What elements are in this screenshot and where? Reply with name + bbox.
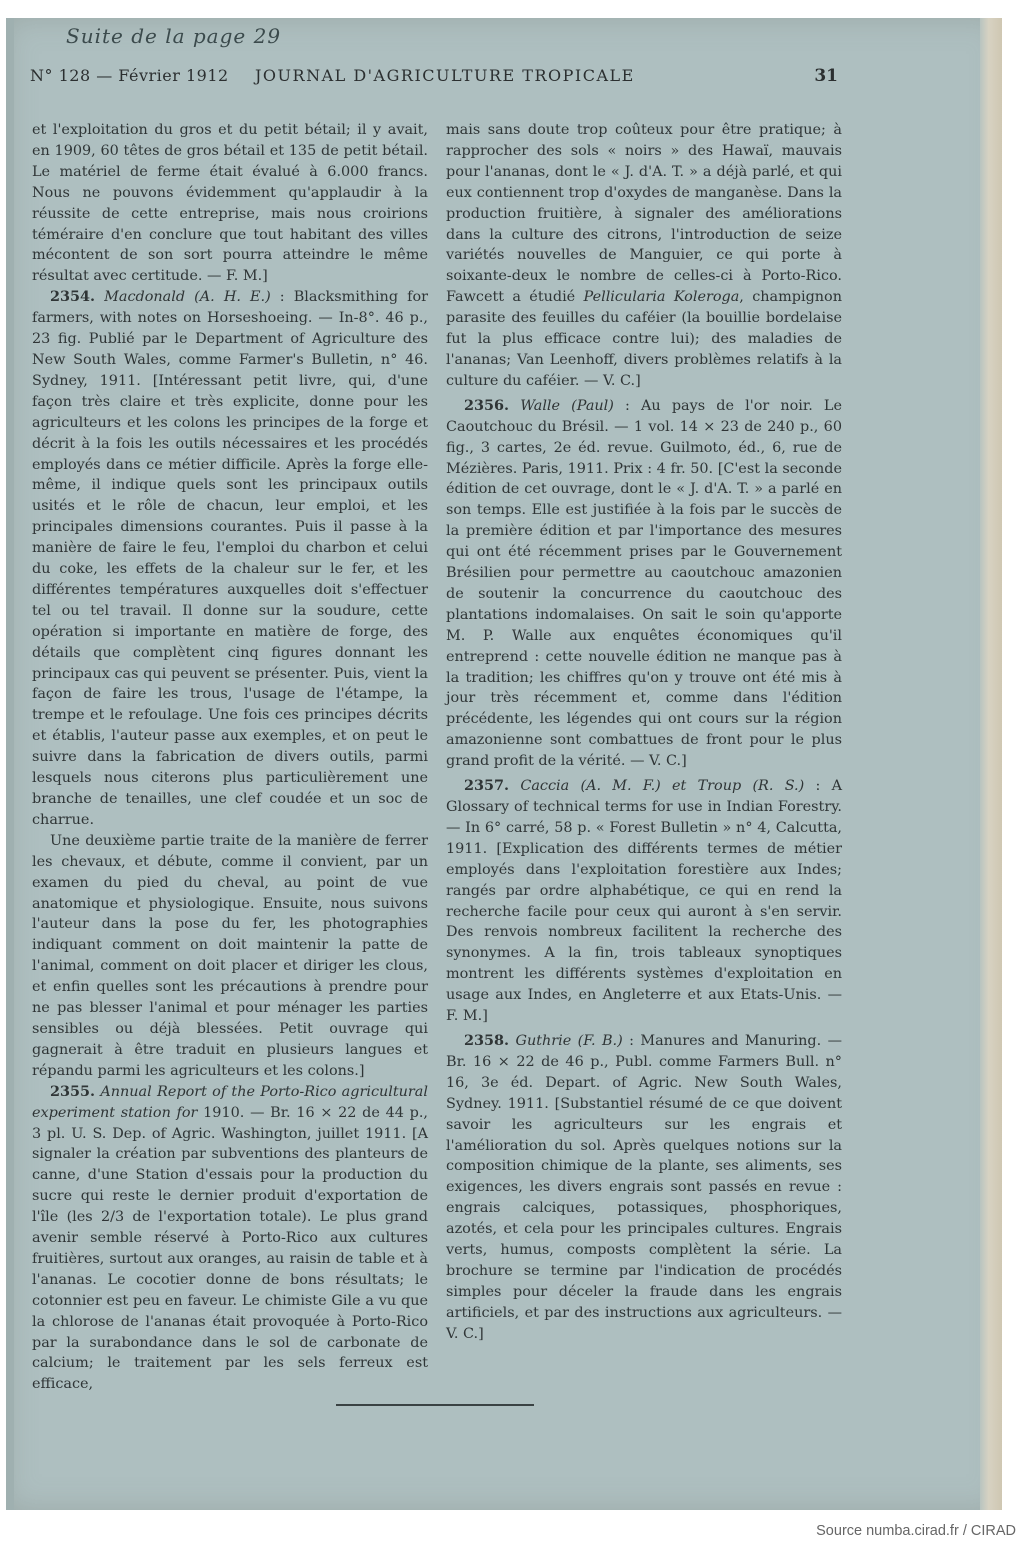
right-column [446, 120, 842, 1345]
issue-number: N° 128 — Février 1912 [30, 66, 229, 85]
entry-body: mais sans doute trop coûteux pour être pratique; à rapprocher des sols « noirs » des Hawaï, mauvais pour l'ananas, dont le « J. d'A. T. » a déjà parlé, et qui eux contiennent trop d'oxydes de manganèse. Dans la production fruitière, à signaler des améliorations dans la culture des citrons, l'introduction de seize variétés nouvelles de Manguier, ce qui porte à soixante-deux le nombre de celles-ci à Porto-Rico. Fawcett a étudié [446, 122, 842, 306]
entry-2355 [32, 1082, 428, 1396]
entry-number: 2356. [464, 396, 510, 414]
entry-number: 2355. [50, 1082, 96, 1100]
entry-author: Walle (Paul) [520, 397, 614, 414]
entry-body: 1910. — Br. 16 × 22 de 44 p., 3 pl. U. S. Dep. of Agric. Washington, juillet 1911. [A signaler la création par subventions des planteurs de canne, d'une Station d'essais pour la production du sucre qui reste le dernier produit d'exportation de l'île (les 2/3 de l'exportation totale). Le plus grand avenir semble réservé à Porto-Rico aux cultures fruitières, surtout aux oranges, au raisin de table et à l'ananas. Le cocotier donne de bons résultats; le cotonnier est peu en faveur. Le chimiste Gile a vu que la chlorose de l'ananas était provoquée à Porto-Rico par la surabondance dans le sol de carbonate de calcium; le traitement par les sels ferreux est efficace, [32, 1104, 429, 1393]
entry-number: 2357. [464, 777, 510, 795]
entry-title: Annual Report of the Porto-Rico agricultural experiment station for [32, 1083, 428, 1121]
entry-body: : Manures and Manuring. — Br. 16 × 22 de 46 p., Publ. comme Farmers Bull. n° 16, 3e éd. Depart. of Agric. New South Wales, Sydney. 1911. [Substantiel résumé de ce que doivent savoir les agriculteurs sur les engrais et l'amélioration du sol. Après quelques notions sur la composition chimique de la plante, ses aliments, ses exigences, les divers engrais sont passés en revue : engrais calciques, potassiques, phosphoriques, azotés, et cela pour les principales cultures. Engrais verts, humus, composts complètent la série. La brochure se termine par l'indication de procédés simples pour déceler la fraude dans les engrais artificiels, et par des instructions aux agriculteurs. — V. C.] [446, 1032, 842, 1342]
entry-number: 2354. [50, 288, 96, 306]
end-rule [336, 1404, 534, 1406]
scanned-page [6, 18, 1002, 1510]
entry-body: : A Glossary of technical terms for use in Indian Forestry. — In 6° carré, 58 p. « Forest Bulletin » n° 4, Calcutta, 1911. [Explication des différents termes de métier employés dans l'exploitation forestière aux Indes; rangés par ordre alphabétique, ce qui en rend la recherche facile pour ceux qui auront à s'en servir. Des renvois nombreux facilitent la recherche des synonymes. A la fin, trois tableaux synoptiques montrent les différents systèmes d'exploitation en usage aux Indes, en Angleterre et aux Etats-Unis. — F. M.] [446, 778, 842, 1025]
entry-body: : Blacksmithing for farmers, with notes on Horseshoeing. — In-8°. 46 p., 23 fig. Publié par le Department of Agriculture des New South Wales, comme Farmer's Bulletin, n° 46. Sydney, 1911. [Intéressant petit livre, qui, d'une façon très claire et très explicite, donne pour les agriculteurs et les colons les principes de la forge et décrit à la fois les outils nécessaires et les procédés employés dans ce métier difficile. Après la forge elle-même, il indique quels sont les principaux outils usités et le rôle de chacun, leur emploi, et les principales dimensions courantes. Puis il passe à la manière de faire le feu, l'emploi du charbon et celui du coke, les effets de la chaleur sur le fer, et les différentes températures auxquelles doit s'effectuer tel ou tel travail. Il donne sur la soudure, cette opération si importante en matière de forge, des détails que complètent cinq figures donnant les principaux cas qui peuvent se présenter. Puis, vient la façon de faire les trous, l'usage de l'étampe, la trempe et le refoulage. Une fois ces principes décrits et établis, l'auteur passe aux exemples, et on peut le suivre dans la fabrication de divers outils, parmi lesquels nous citerons plus particulièrement une branche de tenailles, une clef coudée et un soc de charrue. [32, 289, 428, 828]
clipped-running-head: Suite de la page 29 [66, 28, 282, 48]
species-name: Pellicularia Koleroga [583, 289, 740, 306]
continued-paragraph: et l'exploitation du gros et du petit bétail; il y avait, en 1909, 60 têtes de gros bétail et 135 de petit bétail. Le matériel de ferme était évalué à 6.000 francs. Nous ne pouvons évidemment qu'applaudir à la réussite de cette entreprise, mais nous croirions téméraire d'en conclure que tout habitant des villes mécontent de son sort pourra atteindre le même résultat avec certitude. — F. M.] [32, 122, 428, 285]
entry-2357 [446, 776, 842, 1027]
entry-author: Guthrie (F. B.) [515, 1032, 623, 1049]
entry-2356 [446, 396, 842, 772]
entry-number: 2358. [464, 1031, 510, 1049]
page-header [30, 66, 838, 92]
left-column [32, 120, 428, 1395]
page-left-edge [6, 18, 14, 1510]
entry-author: Macdonald (A. H. E.) [104, 289, 271, 306]
continued-entry-2355 [446, 120, 842, 392]
journal-title: JOURNAL D'AGRICULTURE TROPICALE [255, 66, 635, 85]
entry-2358 [446, 1031, 842, 1345]
source-credit: Source numba.cirad.fr / CIRAD [816, 1523, 1016, 1539]
page-right-edge [980, 18, 1002, 1510]
entry-2354 [32, 287, 428, 831]
entry-2354-part2: Une deuxième partie traite de la manière de ferrer les chevaux, et débute, comme il convient, par un examen du pied du cheval, au point de vue anatomique et physiologique. Ensuite, nous suivons l'auteur dans la pose du fer, les photographies indiquant comment on doit maintenir la patte de l'animal, comment on doit placer et diriger les clous, et enfin quelles sont les précautions à prendre pour ne pas blesser l'animal et pour ménager les parties sensibles ou déjà blessées. Petit ouvrage qui gagnerait à être traduit en plusieurs langues et répandu parmi les agriculteurs et les colons.] [32, 832, 428, 1079]
entry-author: Caccia (A. M. F.) et Troup (R. S.) [520, 778, 805, 795]
entry-body: : Au pays de l'or noir. Le Caoutchouc du Brésil. — 1 vol. 14 × 23 de 240 p., 60 fig., 3 cartes, 2e éd. revue. Guilmoto, éd., 6, rue de Mézières. Paris, 1911. Prix : 4 fr. 50. [C'est la seconde édition de cet ouvrage, dont le « J. d'A. T. » a parlé en son temps. Elle est justifiée à la fois par le succès de la première édition et par l'importance des mesures qui ont été récemment prises par le Gouvernement Brésilien pour permettre au caoutchouc amazonien de soutenir la concurrence du caoutchouc des plantations indomalaises. On sait le soin qu'apporte M. P. Walle aux enquêtes économiques qu'il entreprend : cette nouvelle édition ne manque pas à la tradition; les chiffres qu'on y trouve ont été mis à jour très récemment et, comme dans l'édition précédente, les légendes qui ont cours sur la région amazonienne sont combattues de front pour le plus grand profit de la vérité. — V. C.] [446, 397, 842, 770]
entry-body: , champignon parasite des feuilles du caféier (la bouillie bordelaise fut la plus efficace contre lui); des maladies de l'ananas; Van Leenhoff, divers problèmes relatifs à la culture du caféier. — V. C.] [446, 289, 842, 389]
page-number: 31 [814, 66, 838, 86]
